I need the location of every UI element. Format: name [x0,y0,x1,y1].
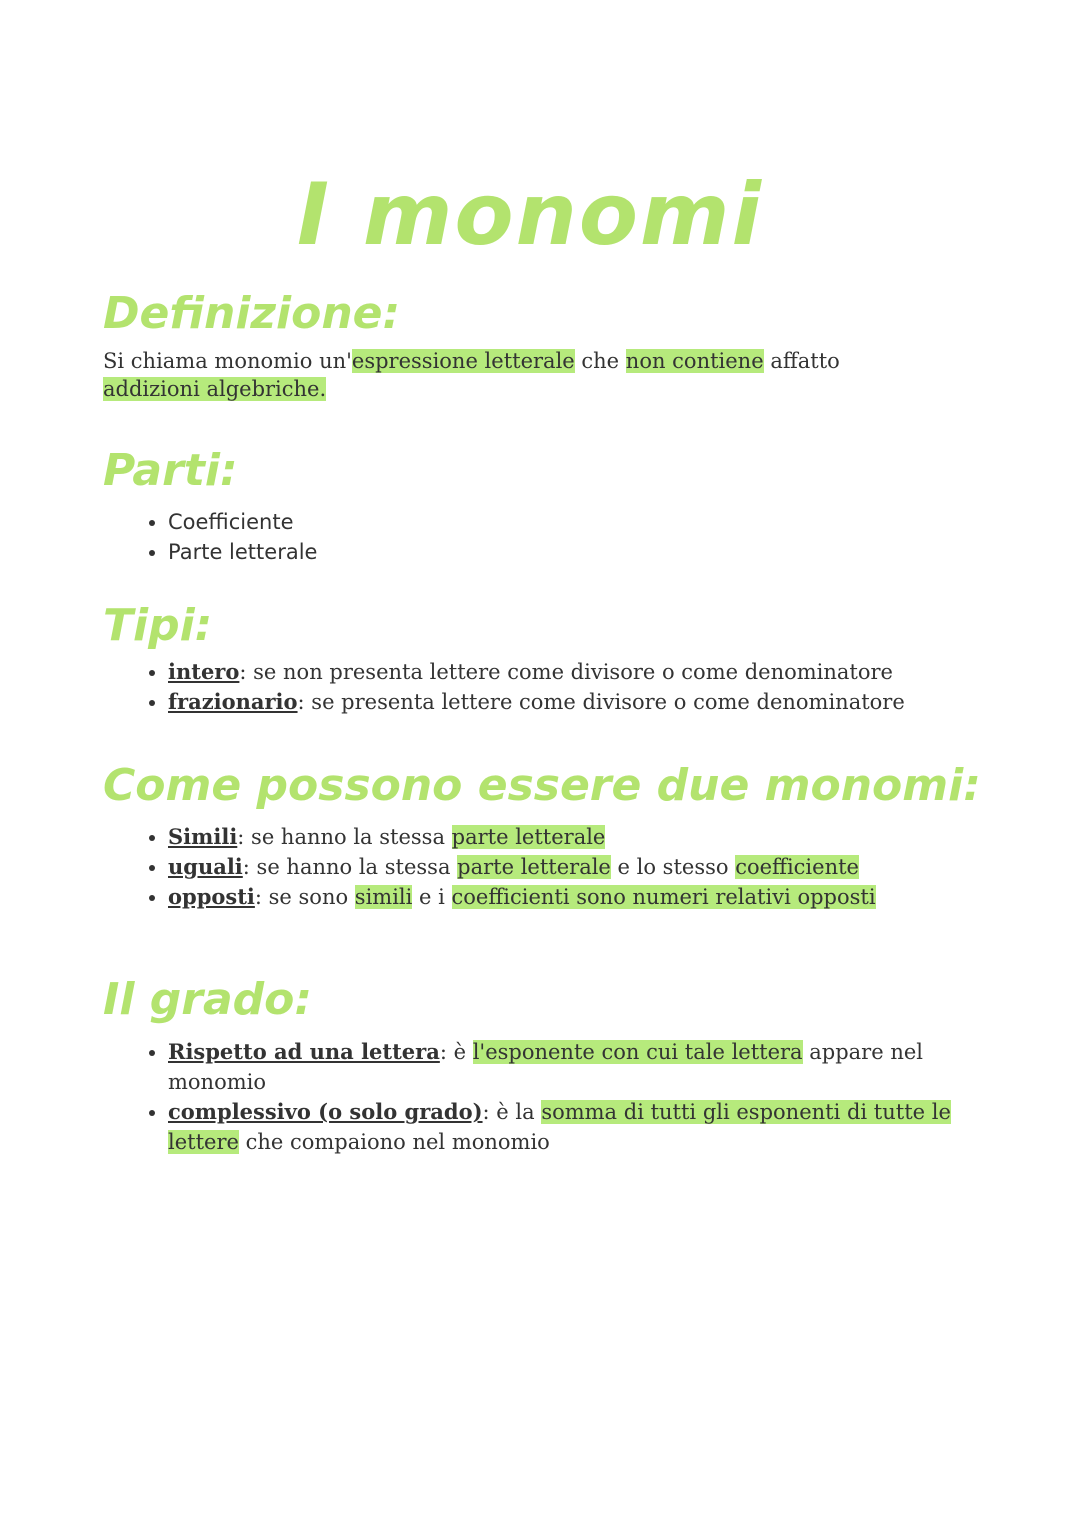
item-text: : è la [482,1100,542,1124]
highlight-addizioni-algebriche: addizioni algebriche. [103,377,327,401]
highlight-esponente: l'esponente con cui tale lettera [472,1040,803,1064]
item-text: : se presenta lettere come divisore o come denominatore [297,690,905,714]
item-text: : è [439,1040,473,1064]
list-item [168,657,968,687]
highlight-somma-esponenti: somma di tutti gli esponenti di tutte le lettere [168,1100,951,1154]
item-text: appare nel monomio [168,1040,923,1094]
item-text: e i [412,885,452,909]
item-text: e lo stesso [610,855,736,879]
term-rispetto-lettera: Rispetto ad una lettera [168,1039,440,1064]
highlight-coefficienti-opposti: coefficienti sono numeri relativi opposti [451,885,876,909]
term-complessivo: complessivo (o solo grado) [168,1099,483,1124]
heading-come-possono: Come possono essere due monomi: [103,760,981,811]
heading-definizione: Definizione: [103,288,401,339]
item-text: : se non presenta lettere come divisore o come denominatore [239,660,893,684]
list-item [168,822,968,852]
definition-paragraph [103,347,923,403]
item-text: che compaiono nel monomio [238,1130,550,1154]
highlight-non-contiene: non contiene [625,349,764,373]
highlight-coefficiente: coefficiente [735,855,859,879]
definition-text: che [574,349,626,373]
item-text: : se hanno la stessa [242,855,458,879]
highlight-parte-letterale: parte letterale [457,855,611,879]
item-text: : se hanno la stessa [237,825,452,849]
page-title: I monomi [296,165,764,265]
item-text: : se sono [254,885,355,909]
highlight-simili: simili [354,885,413,909]
term-simili: Simili [168,824,238,849]
list-item: • Parte letterale [168,537,968,567]
heading-tipi: Tipi: [103,600,213,651]
term-intero: intero [168,659,240,684]
list-item [168,687,968,717]
list-item [168,882,968,912]
heading-parti: Parti: [103,445,238,496]
tipi-list [130,657,968,717]
list-item [168,852,968,882]
term-uguali: uguali [168,854,243,879]
highlight-parte-letterale: parte letterale [451,825,606,849]
highlight-espressione-letterale: espressione letterale [351,349,575,373]
grado-list [130,1037,968,1157]
list-item [168,1037,968,1097]
definition-text: Si chiama monomio un' [103,349,352,373]
definition-text: affatto [763,349,840,373]
list-item: • Coefficiente [168,507,968,537]
term-opposti: opposti [168,884,255,909]
list-item [168,1097,968,1157]
term-frazionario: frazionario [168,689,298,714]
heading-il-grado: Il grado: [103,974,312,1025]
parti-list [130,507,968,567]
come-list [130,822,968,912]
